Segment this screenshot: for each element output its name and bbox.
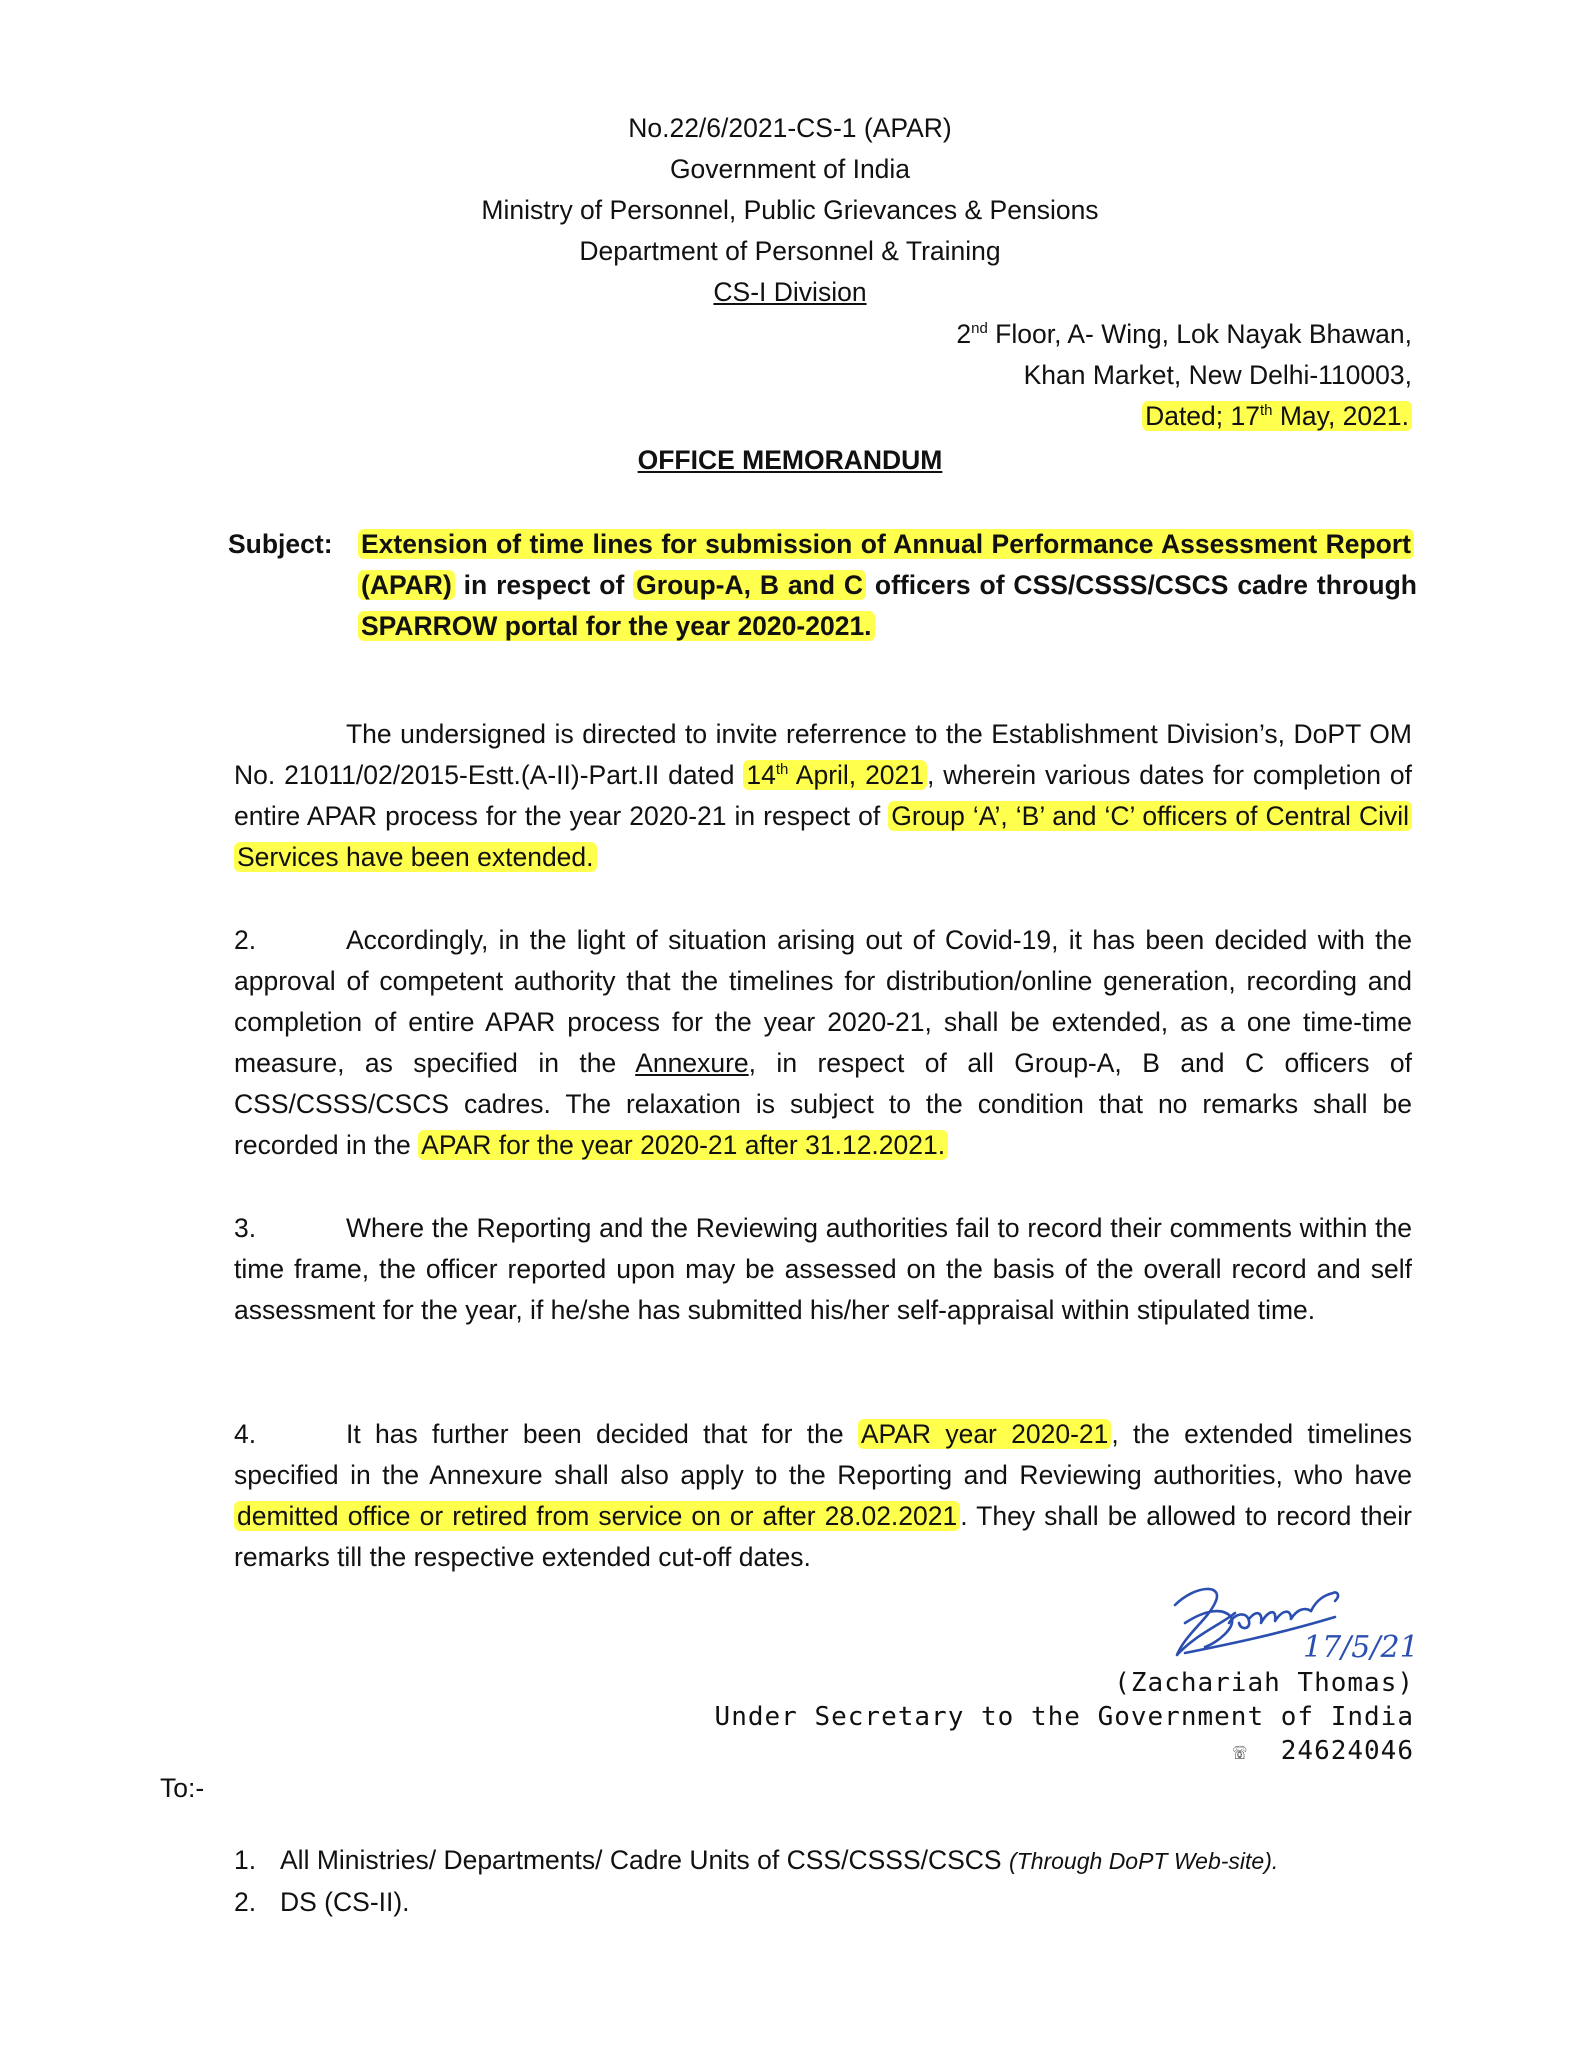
distribution-list <box>234 1840 1414 1923</box>
paragraph-1: The undersigned is directed to invite referrence to the Establishment Division’s, DoPT OM No. 21011/02/2015-Estt.(A-II)-Part.II dated 14th April, 2021 , wherein various dates for completion of entire APAR process for the year 2020-21 in respect of Group ‘A’, ‘B’ and ‘C’ officers of Central Civil Services have been extended. <box>234 719 1413 872</box>
svg-text:17/5/21: 17/5/21 <box>1303 1630 1419 1665</box>
letterhead <box>300 108 1280 313</box>
paragraph-3: 3. Where the Reporting and the Reviewing authorities fail to record their comments within the time frame, the officer reported upon may be assessed on the basis of the overall record and self assessment for the year, if he/she has submitted his/her self-appraisal within stipulated time. <box>234 1208 1412 1331</box>
address-block <box>700 314 1412 437</box>
memo-title: OFFICE MEMORANDUM <box>637 445 943 475</box>
memo-date: Dated; 17th May, 2021. <box>700 396 1412 437</box>
government-name: Government of India <box>669 154 911 184</box>
handwritten-signature <box>1165 1565 1419 1680</box>
division-name: CS-I Division <box>713 277 867 307</box>
address-line-1: 2nd Floor, A- Wing, Lok Nayak Bhawan, <box>956 319 1412 349</box>
paragraph-4-number: 4. <box>234 1419 257 1449</box>
ministry-name: Ministry of Personnel, Public Grievances & Pensions <box>481 195 1099 225</box>
telephone-icon: ☏ <box>1233 1740 1248 1765</box>
to-label: To:- <box>160 1773 205 1803</box>
signatory-phone: ☏ 24624046 <box>1233 1736 1414 1766</box>
paragraph-3-number: 3. <box>234 1213 257 1243</box>
list-item: 2. DS (CS-II). <box>234 1887 410 1917</box>
department-name: Department of Personnel & Training <box>579 236 1001 266</box>
subject-text: Extension of time lines for submission of Annual Performance Assessment Report (APAR) in respect of Group-A, B and C officers of CSS/CSSS/CSCS cadre through SPARROW portal for the year 2020-2021. <box>358 524 1414 647</box>
paragraph-2-number: 2. <box>234 925 257 955</box>
subject-block <box>228 524 1417 647</box>
signatory-designation: Under Secretary to the Government of India <box>714 1702 1414 1732</box>
annexure-reference: Annexure <box>635 1048 749 1078</box>
file-number: No.22/6/2021-CS-1 (APAR) <box>628 113 952 143</box>
list-item: 1. All Ministries/ Departments/ Cadre Units of CSS/CSSS/CSCS (Through DoPT Web-site). <box>234 1845 1279 1875</box>
paragraph-2: 2. Accordingly, in the light of situation arising out of Covid-19, it has been decided with the approval of competent authority that the timelines for distribution/online generation, recording and completion of entire APAR process for the year 2020-21, shall be extended, as a one time-time measure, as specified in the Annexure, in respect of all Group-A, B and C officers of CSS/CSSS/CSCS cadres. The relaxation is subject to the condition that no remarks shall be recorded in the APAR for the year 2020-21 after 31.12.2021. <box>234 920 1412 1166</box>
signature-block <box>700 1666 1414 1770</box>
paragraph-4: 4. It has further been decided that for the APAR year 2020-21 , the extended timelines specified in the Annexure shall also apply to the Reporting and Reviewing authorities, who have demitted office or retired from service on or after 28.02.2021 . They shall be allowed to record their remarks till the respective extended cut-off dates. <box>234 1414 1412 1578</box>
address-line-2: Khan Market, New Delhi-110003, <box>1023 360 1412 390</box>
subject-label: Subject: <box>228 529 333 559</box>
signatory-name: (Zachariah Thomas) <box>1114 1668 1414 1698</box>
